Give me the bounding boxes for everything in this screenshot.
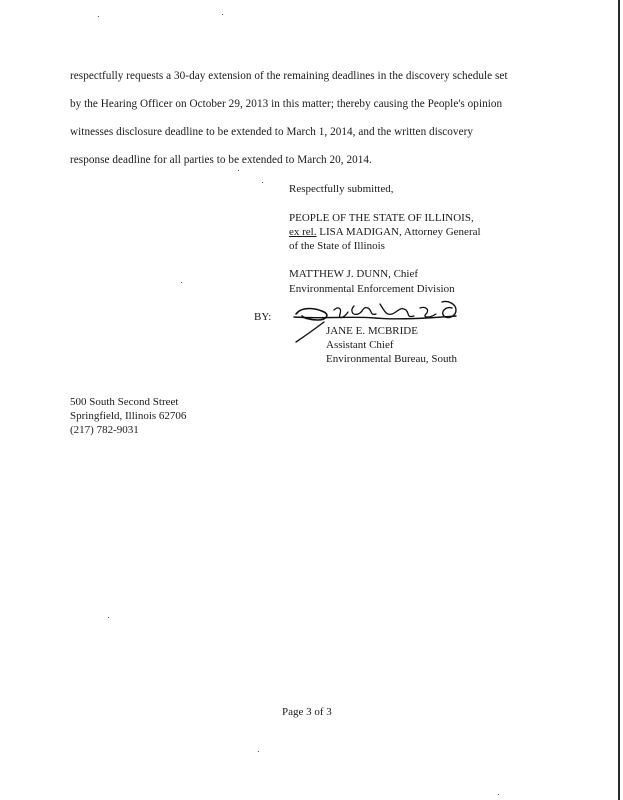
scan-speck <box>108 617 109 618</box>
body-text-line-4: response deadline for all parties to be extended to March 20, 2014. <box>70 154 372 166</box>
address-street: 500 South Second Street <box>70 396 179 408</box>
signer-title: Assistant Chief <box>326 339 394 351</box>
scan-speck <box>98 16 99 17</box>
scan-speck <box>258 751 259 752</box>
scan-edge-line <box>618 0 620 800</box>
scan-speck <box>222 14 223 15</box>
scan-speck <box>181 282 182 283</box>
body-text-line-2: by the Hearing Officer on October 29, 2013 in this matter; thereby causing the People's opinion <box>70 98 503 110</box>
page-number: Page 3 of 3 <box>282 706 332 718</box>
body-text-line-3: witnesses disclosure deadline to be extended to March 1, 2014, and the written discovery <box>70 126 474 138</box>
party-line-1: PEOPLE OF THE STATE OF ILLINOIS, <box>289 212 474 224</box>
party-line-2 <box>289 226 481 238</box>
attorney-general-text: LISA MADIGAN, Attorney General <box>316 226 481 238</box>
signer-bureau: Environmental Bureau, South <box>326 353 458 365</box>
scan-speck <box>238 170 239 171</box>
chief-name: MATTHEW J. DUNN, Chief <box>289 268 419 280</box>
closing-text: Respectfully submitted, <box>289 183 394 195</box>
body-text-line-1: respectfully requests a 30-day extension of the remaining deadlines in the discovery schedule set <box>70 70 508 82</box>
signer-name: JANE E. MCBRIDE <box>326 325 418 337</box>
party-line-3: of the State of Illinois <box>289 240 385 252</box>
address-phone: (217) 782-9031 <box>70 424 139 436</box>
ex-rel-text: ex rel. <box>289 226 317 238</box>
chief-division: Environmental Enforcement Division <box>289 283 455 295</box>
address-city: Springfield, Illinois 62706 <box>70 410 187 422</box>
scan-speck <box>498 794 499 795</box>
scan-speck <box>262 182 263 183</box>
by-label: BY: <box>254 311 272 323</box>
